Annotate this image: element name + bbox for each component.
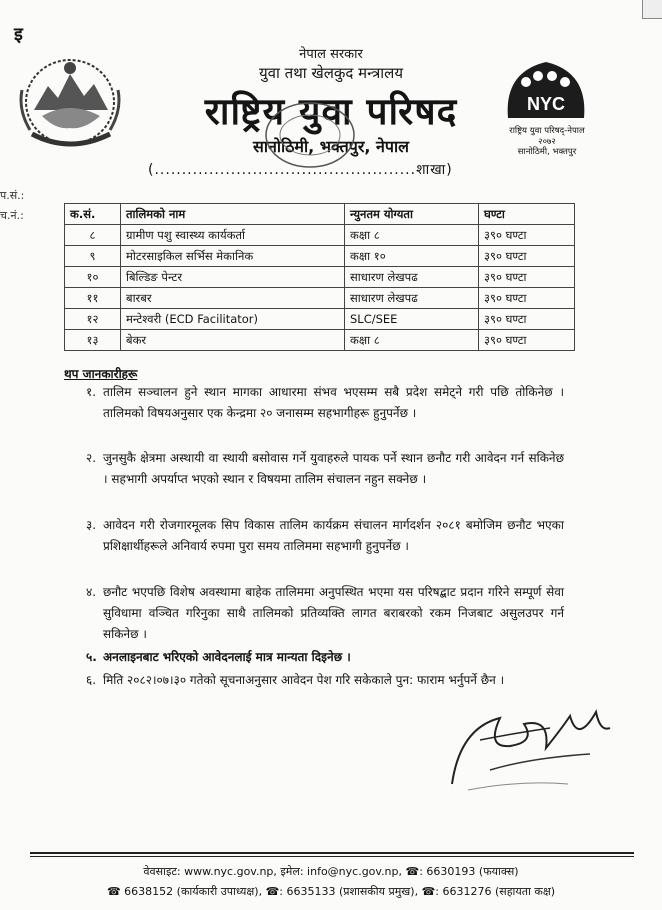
- note-text: तालिम सञ्चालन हुने स्थान मागका आधारमा संभव भएसम्म सबै प्रदेश समेट्ने गरी पछि तोकिनेछ । तालिमको विषयअनुसार एक केन्द्रमा २० जनासम्म सहभागीहरू हुनुपर्नेछ ।: [103, 385, 564, 420]
- note-item: [86, 515, 564, 557]
- nyc-caption-address: सानोठिमी, भक्तपुर: [517, 147, 577, 157]
- serial-cell: ८: [65, 225, 121, 246]
- table-row: [65, 225, 575, 246]
- qualification-cell: साधारण लेखपढ: [345, 288, 479, 309]
- note-text: छनौट भएपछि विशेष अवस्थामा बाहेक तालिममा अनुपस्थित भएमा यस परिषद्बाट प्रदान गरिने सम्पूर्ण सेवा सुविधामा वञ्चित गरिनुका साथै तालिमको प्रतिव्यक्ति लागत बराबरको रकम निजबाट असुलउपर गर्न सकिनेछ ।: [103, 585, 564, 641]
- government-title: नेपाल सरकार: [299, 47, 363, 62]
- training-name-cell: मन्टेश्वरी (ECD Facilitator): [121, 309, 345, 330]
- serial-cell: ९: [65, 246, 121, 267]
- serial-cell: १२: [65, 309, 121, 330]
- margin-mark: इ: [14, 24, 23, 45]
- training-name-cell: बारबर: [121, 288, 345, 309]
- note-text: जुनसुकै क्षेत्रमा अस्थायी वा स्थायी बसोवास गर्ने युवाहरुले पायक पर्ने स्थान छनौट गरी आवेदन गर्न सकिनेछ । सहभागी अपर्याप्त भएको स्थान र विषयमा तालिम संचालन नहुन सक्नेछ ।: [103, 451, 564, 486]
- reference-label: प.सं.:: [0, 189, 25, 202]
- hours-cell: ३९० घण्टा: [479, 288, 575, 309]
- table-header-row: [65, 204, 575, 225]
- ministry-title: युवा तथा खेलकुद मन्त्रालय: [258, 64, 404, 82]
- qualification-cell: SLC/SEE: [345, 309, 479, 330]
- table-row: [65, 288, 575, 309]
- signature-icon: [440, 688, 620, 800]
- page-corner: [642, 0, 662, 19]
- col-qualification: न्युनतम योग्यता: [345, 204, 479, 225]
- branch-line: (................................................शाखा): [148, 162, 453, 178]
- serial-cell: १०: [65, 267, 121, 288]
- table-row: [65, 246, 575, 267]
- footer-phone-line: ☎ 6638152 (कार्यकारी उपाध्यक्ष), ☎: 6635133 (प्रशासकीय प्रमुख), ☎: 6631276 (सहायता कक्ष): [106, 885, 556, 898]
- qualification-cell: कक्षा ८: [345, 225, 479, 246]
- note-number: ४.: [86, 585, 97, 599]
- col-serial: क.सं.: [65, 204, 121, 225]
- note-item: [86, 382, 564, 424]
- dispatch-label: च.नं.:: [0, 209, 24, 222]
- serial-cell: ११: [65, 288, 121, 309]
- training-name-cell: मोटरसाइकिल सर्भिस मेकानिक: [121, 246, 345, 267]
- serial-cell: १३: [65, 330, 121, 351]
- qualification-cell: साधारण लेखपढ: [345, 267, 479, 288]
- training-name-cell: ग्रामीण पशु स्वास्थ्य कार्यकर्ता: [121, 225, 345, 246]
- footer-contact-line: वेवसाइट: www.nyc.gov.np, इमेल: info@nyc.gov.np, ☎: 6630193 (फयाक्स): [143, 865, 519, 878]
- note-number: ५.: [86, 650, 97, 664]
- note-item: [86, 582, 564, 645]
- table-row: [65, 309, 575, 330]
- address-line: सानोठिमी, भक्तपुर, नेपाल: [253, 137, 409, 156]
- training-table: [64, 203, 575, 351]
- table-row: [65, 267, 575, 288]
- hours-cell: ३९० घण्टा: [479, 309, 575, 330]
- nyc-caption-year: २०७२: [538, 137, 556, 147]
- hours-cell: ३९० घण्टा: [479, 225, 575, 246]
- note-text: मिति २०८२।०७।३० गतेको सूचनाअनुसार आवेदन पेश गरि सकेकाले पुन: फाराम भर्नुपर्ने छैन ।: [103, 673, 505, 687]
- col-hours: घण्टा: [479, 204, 575, 225]
- note-number: १.: [86, 385, 97, 399]
- col-training-name: तालिमको नाम: [121, 204, 345, 225]
- note-text: आवेदन गरी रोजगारमूलक सिप विकास तालिम कार्यक्रम संचालन मार्गदर्शन २०८१ बमोजिम छनौट भएका प्रशिक्षार्थीहरूले अनिवार्य रुपमा पुरा समय तालिममा सहभागी हुनुपर्नेछ ।: [103, 518, 564, 553]
- hours-cell: ३९० घण्टा: [479, 267, 575, 288]
- footer-divider-thin: [30, 856, 634, 857]
- note-text: अनलाइनबाट भरिएको आवेदनलाई मात्र मान्यता दिइनेछ ।: [103, 650, 351, 664]
- table-row: [65, 330, 575, 351]
- training-name-cell: बेकर: [121, 330, 345, 351]
- note-item: [86, 448, 564, 490]
- nyc-caption-name: राष्ट्रिय युवा परिषद्-नेपाल: [509, 126, 585, 136]
- council-title: राष्ट्रिय युवा परिषद: [204, 90, 458, 133]
- office-seal-icon: [262, 100, 358, 170]
- footer-divider: [30, 852, 634, 854]
- nyc-logo-text: NYC: [526, 94, 566, 114]
- qualification-cell: कक्षा १०: [345, 246, 479, 267]
- note-number: ६.: [86, 673, 97, 687]
- qualification-cell: कक्षा ८: [345, 330, 479, 351]
- hours-cell: ३९० घण्टा: [479, 330, 575, 351]
- note-number: ३.: [86, 518, 97, 532]
- note-item: [86, 647, 564, 668]
- more-info-title: थप जानकारीहरू: [64, 367, 138, 381]
- training-name-cell: बिल्डिङ पेन्टर: [121, 267, 345, 288]
- note-number: २.: [86, 451, 97, 465]
- hours-cell: ३९० घण्टा: [479, 246, 575, 267]
- nyc-logo-icon: [500, 52, 592, 124]
